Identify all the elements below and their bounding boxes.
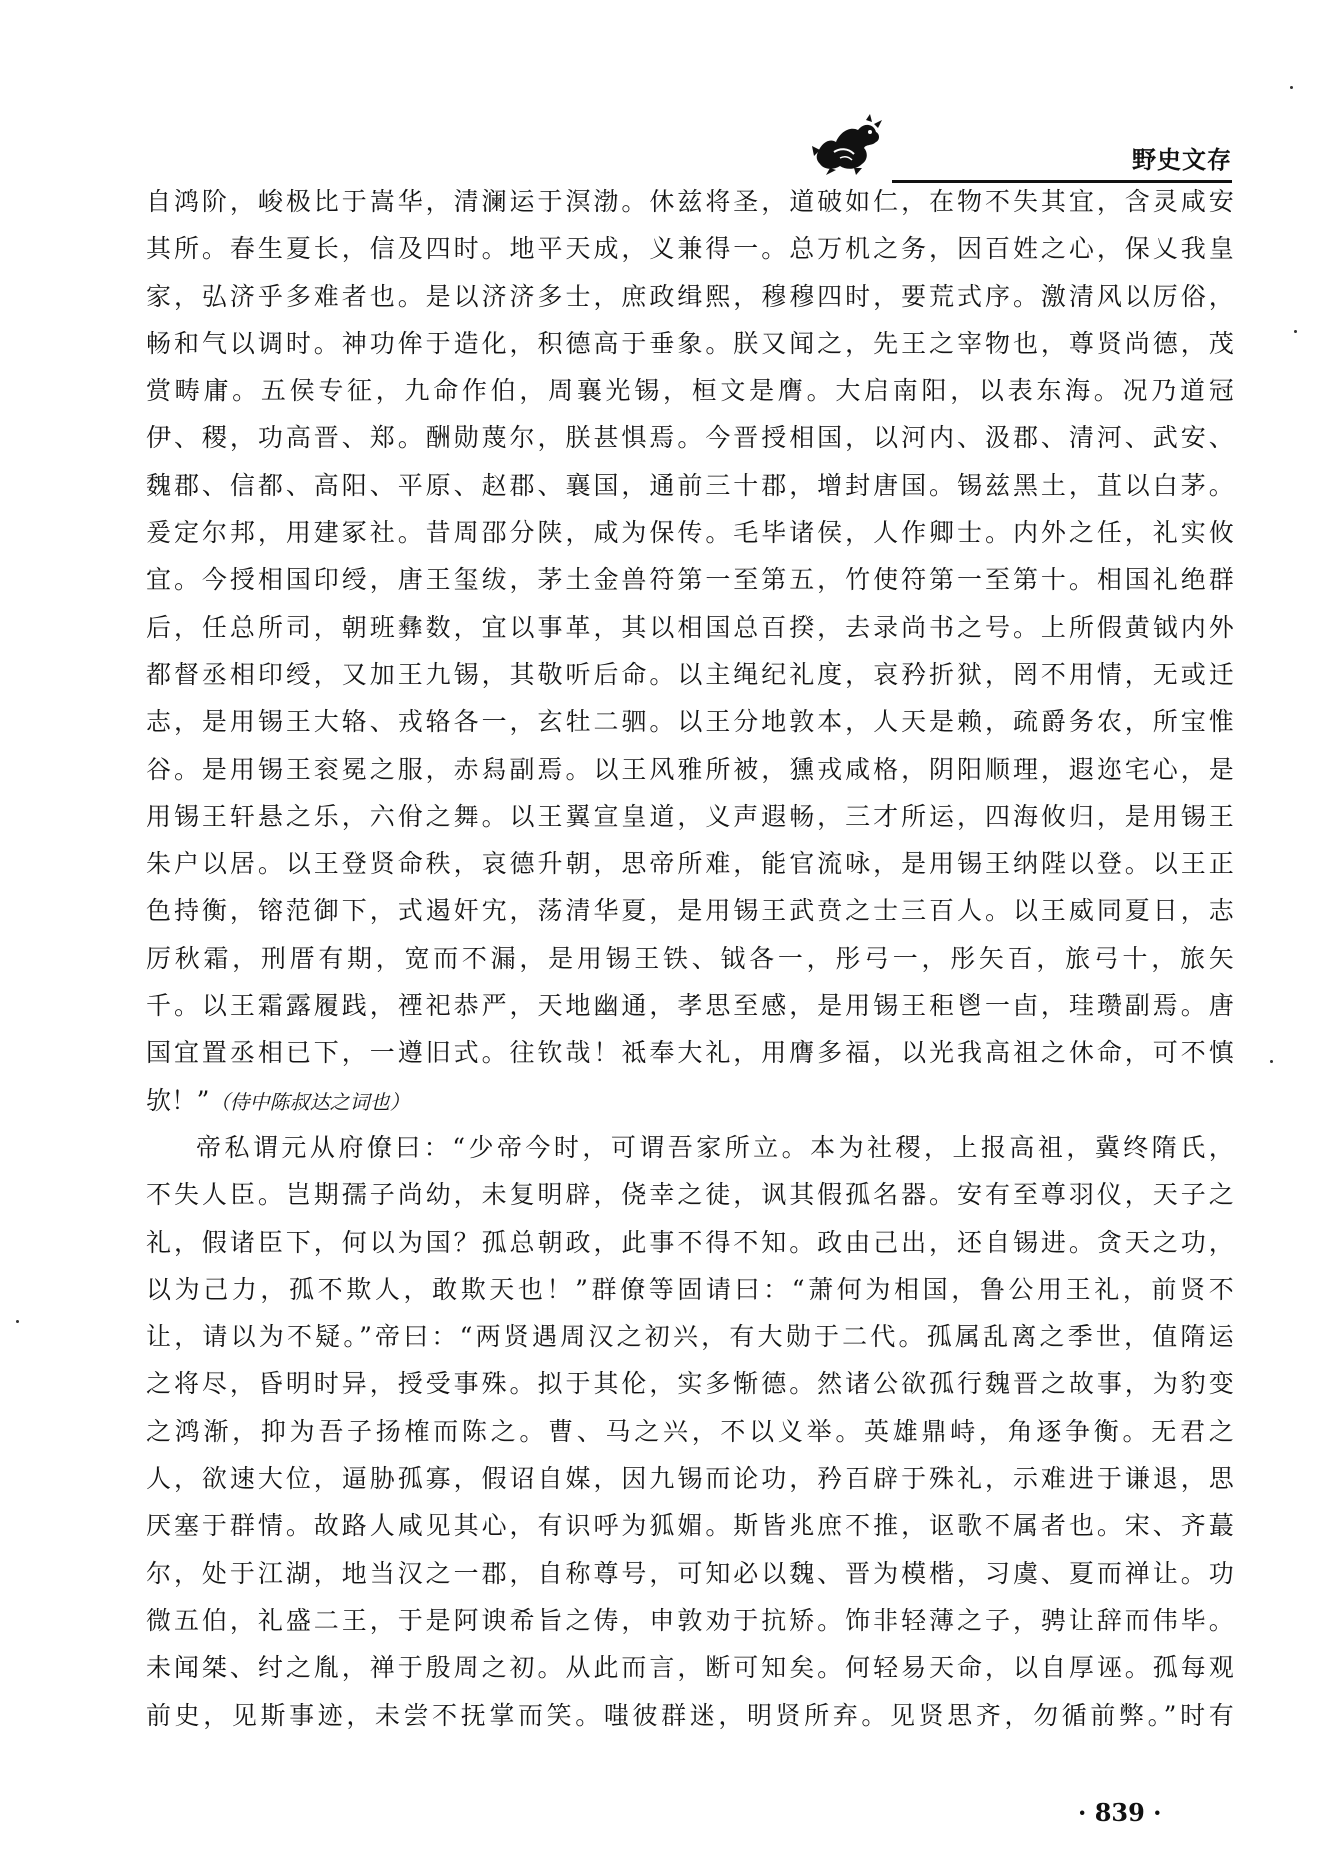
closing-text: 欤！” — [146, 1085, 210, 1115]
text-line: 千。以王霜露履践，禋祀恭严，天地幽通，孝思至感，是用锡王秬鬯一卣，珪瓒副焉。唐 — [146, 991, 1234, 1021]
text-line: 微五伯，礼盛二王，于是阿谀希旨之俦，申敦劝于抗矫。饰非轻薄之子，骋让辞而伟毕。 — [146, 1605, 1234, 1635]
text-line: 朱户以居。以王登贤命秩，哀德升朝，思帝所难，能官流咏，是用锡王纳陛以登。以王正 — [146, 849, 1234, 879]
text-line: 自鸿阶，峻极比于嵩华，清澜运于溟渤。休兹将圣，道破如仁，在物不失其宜，含灵咸安 — [146, 187, 1234, 216]
text-line: 尔，处于江湖，地当汉之一郡，自称尊号，可知必以魏、晋为模楷，习虞、夏而禅让。功 — [146, 1558, 1234, 1588]
text-line: 伊、稷，功高晋、郑。酬勋蔑尔，朕甚惧焉。今晋授相国，以河内、汲郡、清河、武安、 — [146, 423, 1234, 453]
attribution-note: （侍中陈叔达之词也） — [209, 1089, 410, 1114]
text-line: 厌塞于群情。故路人咸见其心，有识呼为狐媚。斯皆兆庶不推，讴歌不属者也。宋、齐蕞 — [146, 1511, 1234, 1541]
text-line: 畅和气以调时。神功侔于造化，积德高于垂象。朕又闻之，先王之宰物也，尊贤尚德，茂 — [146, 328, 1234, 358]
text-line: 让，请以为不疑。”帝曰：“两贤遇周汉之初兴，有大勋于二代。孤属乱离之季世，值隋运 — [146, 1322, 1234, 1352]
scan-speck — [1290, 86, 1293, 89]
dragon-emblem-icon — [810, 112, 884, 176]
text-line: 人，欲速大位，逼胁孤寡，假诏自媒，因九锡而论功，矜百辟于殊礼，示难进于谦退，思 — [146, 1464, 1234, 1494]
text-line: 都督丞相印绶，又加王九锡，其敬听后命。以主绳纪礼度，哀矜折狱，罔不用情，无或迁 — [146, 659, 1234, 689]
scan-speck — [1294, 330, 1297, 333]
text-line: 用锡王轩悬之乐，六佾之舞。以王翼宣皇道，义声遐畅，三才所运，四海攸归，是用锡王 — [146, 801, 1234, 831]
scan-speck — [1270, 1060, 1273, 1063]
text-line: 魏郡、信都、高阳、平原、赵郡、襄国，通前三十郡，增封唐国。锡兹黑土，苴以白茅。 — [146, 470, 1234, 500]
text-line: 色持衡，镕范御下，式遏奸宄，荡清华夏，是用锡王武贲之士三百人。以王威同夏日，志 — [146, 896, 1234, 926]
text-line: 不失人臣。岂期孺子尚幼，未复明辟，侥幸之徒，讽其假孤名器。安有至尊羽仪，天子之 — [146, 1180, 1234, 1210]
text-line: 前史，见斯事迹，未尝不抚掌而笑。嗤彼群迷，明贤所弃。见贤思齐，勿循前弊。”时有 — [146, 1700, 1234, 1730]
text-line: 宜。今授相国印绶，唐王玺绂，茅土金兽符第一至第五，竹使符第一至第十。相国礼绝群 — [146, 565, 1234, 595]
text-line: 志，是用锡王大辂、戎辂各一，玄牡二驷。以王分地敦本，人天是赖，疏爵务农，所宝惟 — [146, 707, 1234, 737]
text-line: 未闻桀、纣之胤，禅于殷周之初。从此而言，断可知矣。何轻易天命，以自厚诬。孤每观 — [146, 1653, 1234, 1683]
text-line: 帝私谓元从府僚曰：“少帝今时，可谓吾家所立。本为社稷，上报高祖，冀终隋氏， — [196, 1132, 1234, 1162]
text-line: 之鸿渐，抑为吾子扬榷而陈之。曹、马之兴，不以义举。英雄鼎峙，角逐争衡。无君之 — [146, 1416, 1234, 1446]
paragraph-1 — [146, 178, 1234, 1124]
text-line: 以为己力，孤不欺人，敢欺天也！”群僚等固请曰：“萧何为相国，鲁公用王礼，前贤不 — [146, 1274, 1234, 1304]
text-line: 其所。春生夏长，信及四时。地平天成，义兼得一。总万机之务，因百姓之心，保乂我皇 — [146, 234, 1234, 264]
body-text — [146, 178, 1234, 1739]
text-line: 之将尽，昏明时异，授受事殊。拟于其伦，实多惭德。然诸公欲孤行魏晋之故事，为豹变 — [146, 1369, 1234, 1399]
text-line-last — [146, 1077, 1234, 1124]
paragraph-2 — [146, 1124, 1234, 1739]
text-line: 后，任总所司，朝班彝数，宜以事革，其以相国总百揆，去录尚书之号。上所假黄钺内外 — [146, 612, 1234, 642]
text-line: 礼，假诸臣下，何以为国？孤总朝政，此事不得不知。政由己出，还自锡进。贪天之功， — [146, 1227, 1234, 1257]
page-number: · 839 · — [1078, 1798, 1162, 1827]
text-line: 赏畴庸。五侯专征，九命作伯，周襄光锡，桓文是膺。大启南阳，以表东海。况乃道冠 — [146, 376, 1234, 406]
text-line: 国宜置丞相已下，一遵旧式。往钦哉！祗奉大礼，用膺多福，以光我高祖之休命，可不慎 — [146, 1038, 1234, 1068]
running-head-title: 野史文存 — [1132, 146, 1232, 174]
text-line: 厉秋霜，刑厝有期，宽而不漏，是用锡王铁、钺各一，彤弓一，彤矢百，旅弓十，旅矢 — [146, 943, 1234, 973]
text-line: 家，弘济乎多难者也。是以济济多士，庶政缉熙，穆穆四时，要荒式序。激清风以厉俗， — [146, 281, 1234, 311]
text-line: 爰定尔邦，用建冢社。昔周邵分陕，咸为保传。毛毕诸侯，人作卿士。内外之任，礼实攸 — [146, 518, 1234, 548]
scan-speck — [16, 1320, 19, 1323]
page-header — [800, 108, 1232, 188]
text-line: 谷。是用锡王衮冕之服，赤舄副焉。以王风雅所被，獯戎咸格，阴阳顺理，遐迩宅心，是 — [146, 754, 1234, 784]
